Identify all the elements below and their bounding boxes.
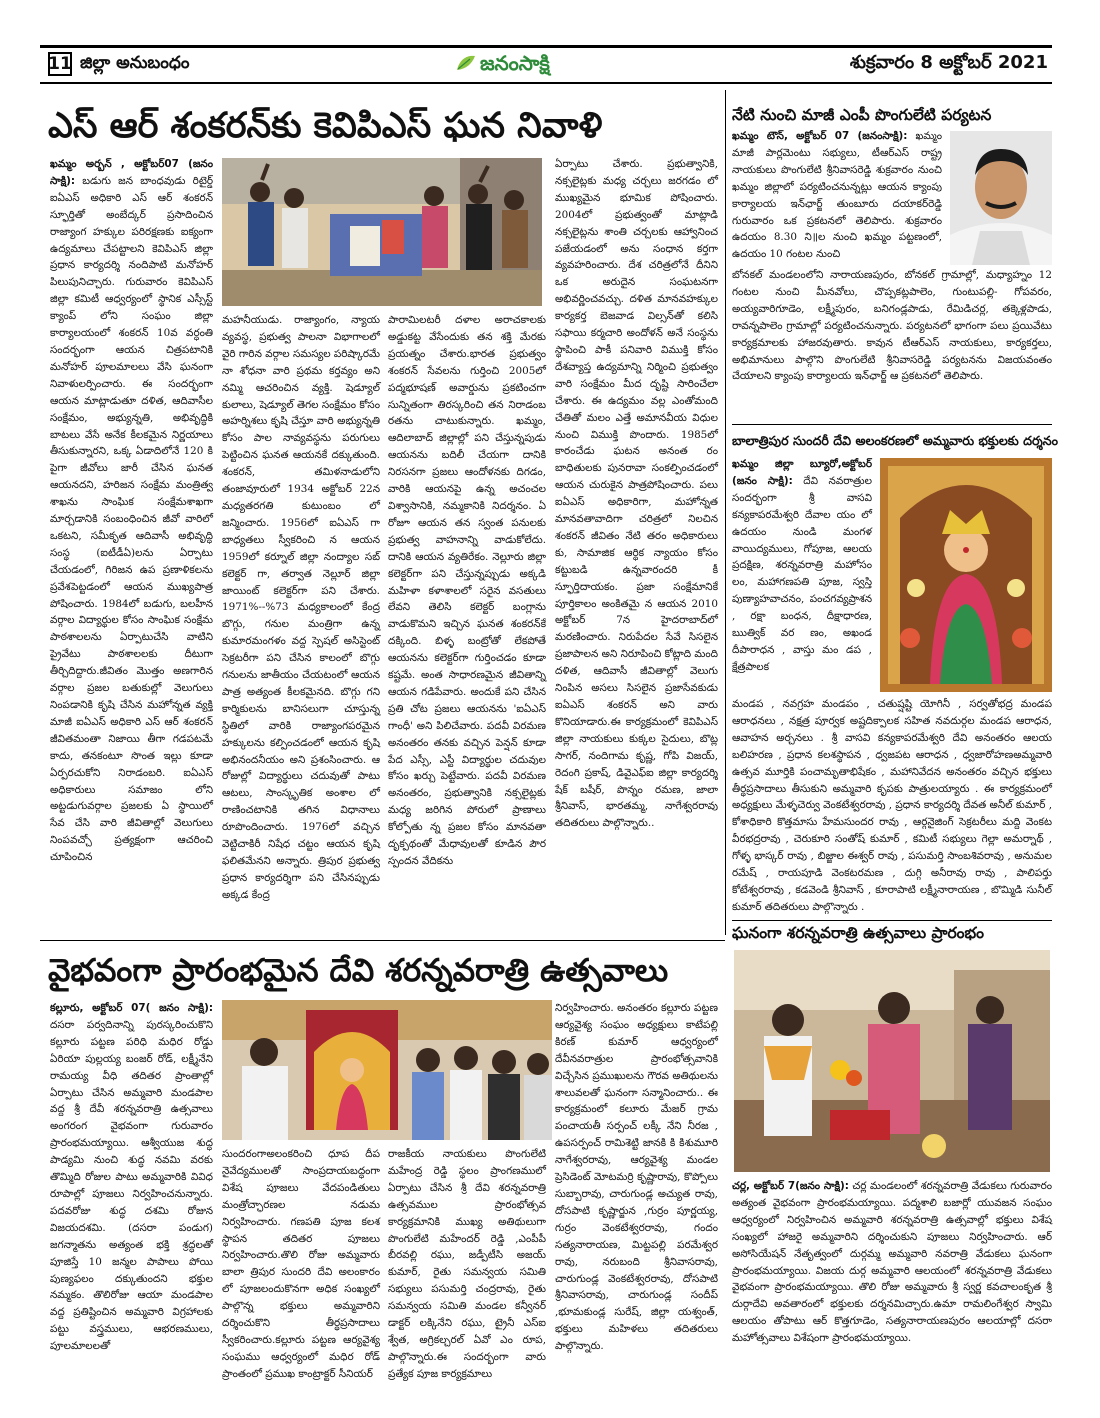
article2-dateline: ఖమ్మం టౌన్, అక్టోబర్ 07 (జనంసాక్షి): bbox=[732, 130, 908, 142]
article2-body-top bbox=[732, 128, 942, 266]
article2-text-bottom: బోనకల్ మండలంలోని నారాయణపురం, బోనకల్ గ్రామాల్లో, మధ్యాహ్నం 12 గంటల నుంచి మీనవోలు, చొప్పకట్లపాలెం, గుంటుపల్లి- గోపవరం, అయ్యవారిగూడెం, లక్ష్మీపురం, బనిగండ్లపాడు, రేమిడిచర్ల, తక్కెళ్లపాడు, రావన్నపాలెం గ్రామాల్లో పర్యటించనున్నారు. పర్యటనలో భాగంగా పలు ప్రయివేటు కార్యక్రమాలకు హాజరవుతారు. కావున టీఆర్ఎస్ నాయకులు, కార్యకర్తలు, అభిమానులు పాల్గొని పొంగులేటి శ్రీనివాసరెడ్డి పర్యటనను విజయవంతం చేయాలని క్యాంపు కార్యాలయ ఇన్‌ఛార్జ్ ఆ ప్రకటనలో తెలిపారు. bbox=[732, 269, 1052, 383]
article4-dateline: చర్ల, అక్టోబర్ 7(జనం సాక్షి): bbox=[732, 1180, 849, 1192]
vertical-divider bbox=[725, 90, 726, 935]
article2-headline: నేటి నుంచి మాజీ ఎంపీ పొంగులేటి పర్యటన bbox=[732, 106, 992, 124]
article1-col3-text: పారామిలటరీ దళాల అరాచకాలకు అడ్డుకట్ట వేసేందుకు తన శక్తి మేరకు ప్రయత్నం చేశారు.భారత ప్రభుత్వం శంకరన్ సేవలను గుర్తించి 2005లో పద్మభూషణ్ అవార్డును ప్రకటించగా సున్నితంగా తిరస్కరించి తన నిరాడంబ రతను చాటుకున్నారు. ఖమ్మం, ఆదిలాబాద్ జిల్లాల్లో పని చేస్తున్నపుడు ఆయనను బదిలీ చేయగా దానికి నిరసనగా ప్రజలు ఆందోళనకు దిగడం, వారికి ఆయనపై ఉన్న అచంచల విశ్వాసానికి, నమ్మకానికి నిదర్శనం. ఏ రోజూ ఆయన తన స్వంత పనులకు ప్రభుత్వ వాహనాన్ని వాడుకోలేదు. దానికి ఆయన వ్యతిరేకం. నెల్లూరు జిల్లా కలెక్టర్‌గా పని చేస్తున్నప్పుడు అక్కడి మహిళా కళాశాలలో సరైన వసతులు లేవని తెలిసి కలెక్టర్ బంగ్లాను వాడుకొమని ఇచ్చిన ఘనత శంకరన్‌కే దక్కింది. బిళ్ళ బంట్రోతో లేకపోతే ఆయనను కలెక్టర్‌గా గుర్తించడం కూడా కష్టమే. అంత సాధారణమైన జీవితాన్ని ఆయన గడిపేవారు. అందుకే పని చేసిన ప్రతి చోట ప్రజలు ఆయనను 'ఐఏఎస్ గాంధీ' అని పిలిచేవారు. పదవీ విరమణ అనంతరం తనకు వచ్చిన పెన్షన్ కూడా పేద ఎస్సీ, ఎస్టీ విద్యార్థుల చదువుల కోసం ఖర్చు పెట్టేవారు. పదవీ విరమణ అనంతరం, ప్రభుత్వానికి నక్సలైట్లకు మధ్య జరిగిన పోరులో ప్రాణాలు కోల్పోతు న్న ప్రజల కోసం మానవతా దృక్పథంతో మేధావులతో కూడిన పౌర స్పందన వేదికను bbox=[388, 314, 546, 867]
article1-column-2 bbox=[222, 312, 380, 901]
right-divider-1 bbox=[732, 424, 1052, 425]
article5-dateline: కల్లూరు, అక్టోబర్ 07( జనం సాక్షి): bbox=[50, 1002, 213, 1014]
article1-column-4 bbox=[555, 156, 718, 891]
article5-column-3 bbox=[388, 1146, 546, 1380]
article5-column-2 bbox=[222, 1146, 380, 1380]
article4-headline: ఘనంగా శరన్నవరాత్రి ఉత్సవాలు ప్రారంభం bbox=[732, 924, 984, 942]
article5-col3-text: రాజకీయ నాయకులు పొంగులేటి మహేంద్ర రెడ్డి స్థలం ప్రాంగణములో ఏర్పాటు చేసిన శ్రీ దేవి శరన్నవరాత్రి ఉత్సవముల ప్రారంభోత్సవ కార్యక్రమానికి ముఖ్య అతిథులుగా పొంగులేటి మహేందర్ రెడ్డి ,ఎంపీపీ బీరవల్లి రఘు, జడ్పీటీసి అజయ్ కుమార్, రైతు సమన్వయ సమితి సభ్యులు పసుమర్తి చంద్రరావు, రైతు సమన్వయ సమితి మండల కన్వీనర్ డాక్టర్ లక్కినేని రఘు, ట్రైనీ ఎస్ఐ శ్వేత, అగ్రికల్చరల్ ఏవో ఎం రూప, పాల్గొన్నారు.ఈ సందర్భంగా వారు ప్రత్యేక పూజ కార్యక్రమాలు bbox=[388, 1148, 546, 1380]
article2-body-bottom bbox=[732, 267, 1052, 419]
masthead-bottom-rule bbox=[40, 82, 1052, 84]
article5-column-4 bbox=[555, 1000, 718, 1380]
section-label: జిల్లా అనుబంధం bbox=[80, 53, 190, 73]
article1-column-3 bbox=[388, 312, 546, 892]
article3-body-top bbox=[732, 456, 872, 693]
lower-divider bbox=[40, 940, 725, 941]
leaf-logo-icon bbox=[456, 54, 476, 76]
article3-text-top: దేవి నవరాత్రుల సందర్భంగా శ్రీ వాసవి కన్యకాపరమేశ్వరి దేవాల యం లో ఉదయం నుండి మంగళ వాయిద్యములు, గోపూజ, ఆలయ ప్రదక్షిణ, శరన్నవరాత్రి మహోసం లం, మహాగణపతి పూజ, స్వస్తి పుణ్యాహవాచనం, పంచగవ్యప్రాశన , రక్షా బంధన, దీక్షాధారణ, ఋత్విక్‌ వర ణం, అఖండ దీపారాధన , వాస్తు మం డప , క్షేత్రపాలక bbox=[732, 474, 872, 673]
article3-body-bottom bbox=[732, 696, 1052, 916]
article1-dateline: ఖమ్మం అర్బన్ , అక్టోబర్07 (జనం సాక్షి): bbox=[50, 158, 213, 187]
article5-photo bbox=[222, 1000, 552, 1140]
article4-text: చర్ల మండలంలో శరన్నవరాత్రి వేడుకలు గురువారం అత్యంత వైభవంగా ప్రారంభమయ్యాయి. పద్మశాలి బజార్లో యువజన సంఘం ఆధ్వర్యంలో నిర్వహించిన అమ్మవారి శరన్నవరాత్రి ఉత్సవాల్లో భక్తులు విశేష సంఖ్యలో హాజరై అమ్మవారిని దర్శించుకుని పూజలు నిర్వహించారు. ఆర్ అసోసియేషన్ నేతృత్వంలో దుర్గమ్మ అమ్మవారి నవరాత్రి వేడుకలు ఘనంగా ప్రారంభమయ్యాయి. విజయ దుర్గ అమ్మవారి ఆలయంలో శరన్నవరాత్రి వేడుకలు వైభవంగా ప్రారంభమయ్యాయి. తొలి రోజు అమ్మవారు శ్రీ స్వర్ణ కవచాలంకృత శ్రీ దుర్గాదేవి అవతారంలో భక్తులకు దర్శనమిచ్చారు.ఉమా రామలింగేశ్వర స్వామి ఆలయం తోపాటు ఆర్ కొత్తగూడెం, సత్యనారాయణపురం ఆలయాల్లో దసరా మహోత్సవాలు విశేషంగా ప్రారంభమయ్యాయి. bbox=[732, 1180, 1053, 1345]
article1-col2-text: మహనీయుడు. రాజ్యాంగం, న్యాయ వ్యవస్థ, ప్రభుత్వ పాలనా విభాగాలలో వైరి గారిన వర్గాల సమస్యల పరిష్కారమే నా శోధనా వారి ప్రథమ కర్తవ్యం అని నమ్మి ఆచరించిన వ్యక్తి. షెడ్యూల్ కులాలు, షెడ్యూల్ తెగల సంక్షేమం కోసం అహర్నిశలు కృషి చేస్తూ వారి అభ్యున్నతి కోసం పాల నావ్యవస్థను పరుగులు పెట్టించిన ఘనత ఆయనకే దక్కుతుంది. శంకరన్, తమిళనాడులోని తంజావూరులో 1934 అక్టోబర్ 22న మధ్యతరగతి కుటుంబం లో జన్మించారు. 1956లో ఐఏఎస్ గా బాధ్యతలు స్వీకరించి న ఆయన 1959లో కర్నూల్ జిల్లా నంద్యాల సబ్ కలెక్టర్ గా, తర్వాత నెల్లూర్ జిల్లా జాయింట్ కలెక్టర్‌గా పని చేశారు. 1971%--%73 మధ్యకాలంలో కేంద్ర బొగ్గు, గనుల మంత్రిగా ఉన్న కుమారమంగళం వద్ద స్పెషల్ అసిస్టెంట్ సెక్రటరీగా పని చేసిన కాలంలో బొగ్గు గనులను జాతీయం చేయటంలో ఆయన పాత్ర అత్యంత కీలకమైనది. బొగ్గు గని కార్మికులను బానిసలుగా చూస్తున్న స్థితిలో వారికి రాజ్యాంగపరమైన హక్కులను కల్పించడంలో ఆయన కృషి అభినందనీయం అని ప్రశంసించారు. ఆ రోజుల్లో విద్యార్థులు చదువుతో పాటు ఆటలు, సాంస్కృతిక అంశాల లో రాణించటానికి తగిన విధానాలు రూపొందించారు. 1976లో వచ్చిన వెట్టిచాకిరీ నిషేధ చట్టం ఆయన కృషి ఫలితమేనని అన్నారు. త్రిపుర ప్రభుత్వ ప్రధాన కార్యదర్శిగా పని చేసినప్పుడు అక్కడ కేంద్ర bbox=[222, 314, 380, 901]
article3-deity-photo bbox=[880, 458, 1052, 692]
article3-text-bottom: మండప , నవగ్రహ మండపం , చతుష్షష్టి యోగినీ , సర్వతోభద్ర మండప ఆరాధనలు , నక్షత్ర పూర్వక అష్టదిక్పాలక సహిత నవదుర్గల మండప ఆరాధన, ఆవాహన అర్చనలు . శ్రీ వాసవి కన్యకాపరమేశ్వరి దేవి అనంతరం ఆలయ బలిహరణ , ప్రధాన కలశస్థాపన , ధ్వజపట ఆరాధన , ధ్వజారోహణఅమ్మవారి ఉత్సవ మూర్తికి పంచామృతాభిషేకం , మహానివేదన అనంతరం వచ్చిన భక్తులు తీర్థప్రసాదాలు తీసుకుని అమ్మవారి కృపకు పాత్రులయ్యారు . ఈ కార్యక్రమంలో అధ్యక్షులు మేళ్ళచెర్వు వెంకటేశ్వరరావు , ప్రధాన కార్యదర్శి దేవత అనీల్ కుమార్ , కోశాధికారి కొత్తమాసు హేమసుందర రావు , ఆర్గనైజింగ్ సెక్రటరీలు మద్ది వెంకట వీరభద్రరావు , చెరుకూరి సంతోష్ కుమార్ , కమిటీ సభ్యులు గెల్లా అమర్నాథ్ , గోళ్ళ భాస్కర్ రావు , బిజ్జాల ఈశ్వర్ రావు , పసుమర్తి సాంబశివరావు , అనుమల రమేష్ , రాయపూడి వెంకటరమణ , దుగ్గి అనీరావు రావు , పాలిపర్తు కోటేశ్వరరావు , కడవెండి శ్రీనివాస్ , కూరాపాటి లక్ష్మీనారాయణ , బొమ్మిడి సునీల్ కుమార్ తదితరులు పాల్గొన్నారు . bbox=[732, 698, 1052, 913]
article5-column-1 bbox=[50, 1000, 213, 1380]
top-rule bbox=[40, 45, 1052, 48]
article1-col1-text: బడుగు జన బాంధవుడు రిటైర్డ్ ఐఏఎస్ అధికారి ఎస్ ఆర్ శంకరన్ స్ఫూర్తితో అంబేద్కర్ ప్రసాదించిన రాజ్యాంగ హక్కుల పరిరక్షణకు ఐక్యంగా ఉద్యమాలు చేపట్టాలని కెవిపిఎస్ జిల్లా ప్రధాన కార్యదర్శి నందిపాటి మనోహర్ పిలుపునిచ్చారు. గురువారం కెవిపిఎస్ జిల్లా కమిటీ ఆధ్వర్యంలో స్థానిక ఎస్సీస్ట్ క్యాంప్ లోని సంఘం జిల్లా కార్యాలయంలో శంకరన్ 10వ వర్ధంతి సందర్భంగా ఆయన చిత్రపటానికి మనోహర్ పూలమాలలు వేసి ఘనంగా నివాళులర్పించారు. ఈ సందర్భంగా ఆయన మాట్లాడుతూ దళిత, ఆదివాసీల సంక్షేమం, అభ్యున్నతి, అభివృద్ధికి బాటలు వేసే అనేక కీలకమైన నిర్ణయాలు తీసుకున్నారని, ఒక్క ఏడాదిలోనే 120 కి పైగా జీవోలు జారీ చేసిన ఘనత ఆయనదని, హరిజన సంక్షేమ మంత్రిత్వ శాఖను సాంఘిక సంక్షేమశాఖగా మార్చడానికి సంబంధించిన జీవో వారిలో ఒకటని, సమీకృత ఆదివాసీ అభివృద్ధి సంస్థ (ఐటీడీఏ)లను ఏర్పాటు చేయడంలో, గిరిజన ఉప ప్రణాళికలను ప్రవేశపెట్టడంలో ఆయన ముఖ్యపాత్ర పోషించారు. 1984లో బడుగు, బలహీన వర్గాల విద్యార్థుల కోసం సాంఘిక సంక్షేమ పాఠశాలలను ఏర్పాటుచేసి వాటిని ప్రైవేటు పాఠశాలలకు దీటుగా తీర్చిదిద్దారు.జీవితం మొత్తం అణగారిన వర్గాల ప్రజల బతుకుల్లో వెలుగులు నింపడానికి కృషి చేసిన మహోన్నత వ్యక్తి మాజీ ఐఏఎస్ అధికారి ఎస్ ఆర్ శంకరన్ జీవితమంతా నిజాయి తీగా గడపటమే కాదు, తనకంటూ సొంత ఇల్లు కూడా ఏర్పరచుకోని నిరాడంబరి. ఐఏఎస్ అధికారులు సమాజం లోని అట్టడుగువర్గాల ప్రజలకు ఏ స్థాయిలో సేవ చేసి వారి జీవితాల్లో వెలుగులు నింపవచ్చో ప్రత్యక్షంగా ఆచరించి చూపించిన bbox=[50, 174, 214, 864]
right-divider-2 bbox=[732, 920, 1052, 921]
article5-col4-text: నిర్వహించారు. అనంతరం కల్లూరు పట్టణ ఆర్యవైశ్య సంఘం అధ్యక్షులు కాటేపల్లి కిరణ్ కుమార్ ఆధ్వర్యంలో దేవీనవరాత్రుల ప్రారంభోత్సవానికి విచ్చేసిన ప్రముఖులను గౌరవ అతిథులను శాలువలతో ఘనంగా సన్మానించారు.. ఈ కార్యక్రమంలో కలూరు మేజర్ గ్రామ పంచాయతీ సర్పంచ్ లక్కీ నేని నీరజ , ఉపసర్పంచ్ రామిశెట్టి జానకి కి కిశుమూరి నాగేశ్వరరావు, ఆర్యవైశ్య మండల ప్రెసిడెంట్ మోటమర్రి కృష్ణారావు, కొప్పోలు సుబ్బారావు, చారుగుండ్ల అచ్యుత రావు, దోసపాటి కృష్ణార్జున ,గుర్రం పూర్ణయ్య, గుర్రం వెంకటేశ్వరరావు, గందం సత్యనారాయణ, మిట్టపల్లి పరమేశ్వర రావు, నరుబంది శ్రీనివాసరావు, చారుగుండ్ల వెంకటేశ్వరరావు, దోసపాటి శ్రీనివాసరావు, చారుగుండ్ల సందీప్ ,భూమకుండ్ల సురేష్, జిల్లా యశ్వంత్, భక్తులు మహిళలు తదితరులు పాల్గొన్నారు. bbox=[555, 1002, 718, 1353]
article1-col4-text: ఏర్పాటు చేశారు. ప్రభుత్వానికి, నక్సలైట్లకు మధ్య చర్చలు జరగడం లో ముఖ్యమైన భూమిక పోషించారు. 2004లో ప్రభుత్వంతో మాట్లాడి నక్సలైట్లను శాంతి చర్చలకు ఆహ్వానించ పజేయడంలో అను సంధాన కర్తగా వ్యవహరించారు. దేశ చరిత్రలోనే దీనిని ఒక అరుదైన సంఘటనగా అభివర్ణించవచ్చు. దళిత మానవహక్కుల కార్యకర్త బెజవాడ విల్సన్‌తో కలిసి సఫాయి కర్మచారి అందోళన్ అనే సంస్థను స్థాపించి పాకీ పనివారి విముక్తి కోసం దేశవ్యాప్త ఉద్యమాన్ని నిర్మించి ప్రభుత్వం వారి సంక్షేమం మీద దృష్టి సారించేలా చేశారు. ఈ ఉద్యమం వల్ల ఎంతోమంది చేతితో మలం ఎత్తే అమానవీయ విధుల నుంచి విముక్తి పొందారు. 1985లో కారంచేడు ఘటన అనంత రం బాధితులకు పునరావా సంకల్పించడంలో ఆయన చురుకైన పాత్రపోషించారు. పలు ఐఏఎస్ అధికారిగా, మహోన్నత మానవతావాదిగా చరిత్రలో నిలచిన శంకరన్ జీవితం నేటి తరం అధికారులు కు, సామాజిక ఆర్థిక న్యాయం కోసం కట్టుబడి ఉన్నవారందరి కీ స్ఫూర్తిదాయకం. ప్రజా సంక్షేమానికే పూర్తికాలం అంకితమై న ఆయన 2010 అక్టోబర్ 7న హైదరాబాద్‌లో మరణించారు. నిరుపేదల సేవే సిసలైన ప్రజాపాలన అని నిరూపించి కోట్లాది మంది దళిత, ఆదివాసీ జీవితాల్లో వెలుగు నింపిన అసలు సిసలైన ప్రజాసేవకుడు ఐఏఎస్ శంకరన్ అని వారు కొనియాడారు.ఈ కార్యక్రమంలో కెవిపిఎస్ జిల్లా నాయకులు కుక్కల సైదులు, బొట్ల సాగర్, నందిగామ కృష్ణ, గోపి విజయ్, రెదంగి ప్రకాష్, డివైఎఫ్ఐ జిల్లా కార్యదర్శి షేక్ బషీర్, పొన్నం రమణ, జాలా శ్రీనివాస్, భారతమ్మ, నాగేశ్వరరావు తదితరులు పాల్గొన్నారు.. bbox=[555, 158, 718, 830]
article4-photo bbox=[734, 950, 1050, 1172]
issue-date: శుక్రవారం 8 అక్టోబర్ 2021 bbox=[849, 52, 1048, 73]
logo-text: జనంసాక్షి bbox=[480, 50, 550, 75]
article2-portrait-photo bbox=[950, 131, 1052, 265]
masthead-logo bbox=[456, 49, 550, 81]
article5-col1-text: దసరా పర్వదినాన్ని పురస్కరించుకొని కల్లూరు పట్టణ పరిధి మధిర రోడ్డు ఏరియా పుల్లయ్య బంజర్ రోడ్, లక్ష్మీనేని రామయ్య వీధి తదితర ప్రాంతాల్లో ఏర్పాటు చేసిన అమ్మవారి మండపాల వద్ద శ్రీ దేవీ శరన్నవరాత్రి ఉత్సవాలు అంగరంగ వైభవంగా గురువారం ప్రారంభమయ్యాయి. ఆశ్వీయుజ శుద్ధ పాడ్యమి నుంచి శుద్ధ నవమి వరకు తొమ్మిది రోజుల పాటు అమ్మవారికి వివిధ రూపాల్లో పూజలు నిర్వహించనున్నారు. పదవరోజు శుద్ధ దశమి రోజున విజయదశమి. (దసరా పండుగ) జగన్మాతను అత్యంత భక్తి శ్రద్ధలతో పూజిస్తే 10 జన్మల పాపాలు పోయి పుణ్యఫలం దక్కుతుందని భక్తుల నమ్మకం. తొలిరోజు ఆయా మండపాల వద్ద ప్రతిష్టించిన అమ్మవారి విగ్రహాలకు పట్టు వస్త్రములు, ఆభరణములు, పూలమాలలతో bbox=[50, 1018, 213, 1353]
article5-headline: వైభవంగా ప్రారంభమైన దేవి శరన్నవరాత్రి ఉత్సవాలు bbox=[48, 953, 669, 989]
article3-dateline: ఖమ్మం జిల్లా బ్యూరో,అక్టోబర్ (జనం సాక్షి): bbox=[732, 458, 872, 487]
article2-text-top: ఖమ్మం మాజీ పార్లమెంటు సభ్యులు, టీఆర్ఎస్ రాష్ట్ర నాయకులు పొంగులేటి శ్రీనివాసరెడ్డి శుక్రవారం నుంచి ఖమ్మం జిల్లాలో పర్యటించనున్నట్లు ఆయన క్యాంపు కార్యాలయ ఇన్‌ఛార్జ్ తుంబూరు దయాకర్‌రెడ్డి గురువారం ఒక ప్రకటనలో తెలిపారు. శుక్రవారం ఉదయం 8.30 ని॥ల నుంచి ఖమ్మం పట్టణంలో, ఉదయం 10 గంటల నుంచి bbox=[732, 130, 942, 261]
page-number-box bbox=[48, 52, 72, 76]
article1-headline: ఎస్ ఆర్ శంకరన్‌కు కెవిపిఎస్ ఘన నివాళి bbox=[48, 106, 603, 146]
page-number: 11 bbox=[48, 54, 72, 74]
article3-headline: బాలాత్రిపుర సుందరీ దేవి అలంకరణలో అమ్మవారు భక్తులకు దర్శనం bbox=[732, 433, 1059, 448]
article5-col2-text: సుందరంగాఅలంకరించి ధూప దీప నైవేద్యములతో సాంప్రదాయబద్ధంగా విశేష పూజలు వేదపండితులు మంత్రోచ్ఛారణల నడుమ నిర్వహించారు. గణపతి పూజ కలశ స్థాపన తదితర పూజలు నిర్వహించారు.తొలి రోజు అమ్మవారు బాలా త్రిపుర సుందరి దేవి అలంకారం లో పూజలందుకొనగా అధిక సంఖ్యలో పాల్గొన్న భక్తులు అమ్మవారిని దర్శించుకొని తీర్థప్రసాదాలు స్వీకరించారు.కల్లూరు పట్టణ ఆర్యవైశ్య సంఘము ఆధ్వర్యంలో మధిర రోడ్ ప్రాంతంలో ప్రముఖ కాంట్రాక్టర్ సీనియర్ bbox=[222, 1148, 380, 1380]
article4-body bbox=[732, 1178, 1052, 1378]
article1-photo bbox=[222, 158, 542, 306]
article1-column-1 bbox=[50, 156, 213, 891]
